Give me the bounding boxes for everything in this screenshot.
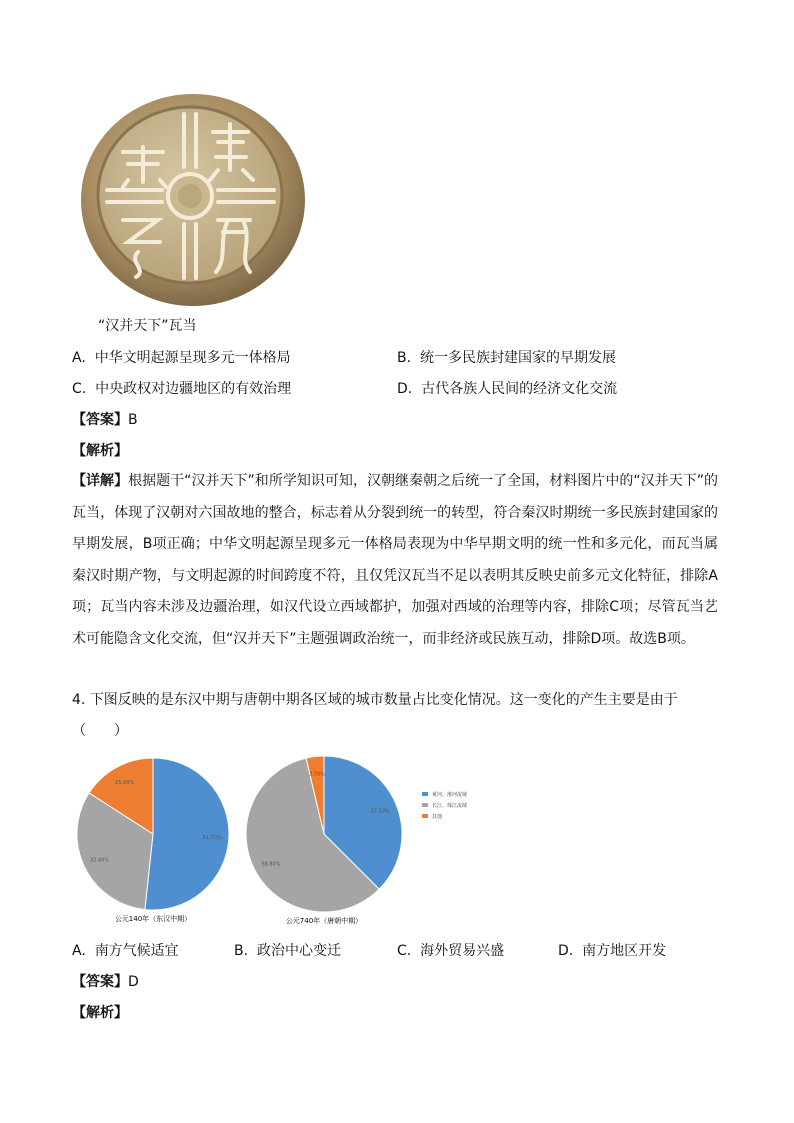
slice-value-label: 3.70% xyxy=(308,771,325,778)
legend-swatch xyxy=(422,814,428,818)
option-letter: C. xyxy=(72,381,87,397)
q4-option-d[interactable] xyxy=(558,941,666,961)
option-letter: C. xyxy=(397,943,412,959)
option-text: 南方地区开发 xyxy=(582,943,667,959)
answer-value: B xyxy=(128,412,138,428)
chart-title: 公元740年（唐朝中期） xyxy=(285,917,363,925)
option-text: 南方气候适宜 xyxy=(94,943,179,959)
slice-value-label: 58.80% xyxy=(261,861,281,868)
q3-detail xyxy=(72,466,718,655)
option-text: 中华文明起源呈现多元一体格局 xyxy=(94,350,291,366)
slice-value-label: 15.90% xyxy=(115,779,135,786)
q3-option-b[interactable] xyxy=(397,348,616,368)
option-text: 中央政权对边疆地区的有效治理 xyxy=(95,381,292,397)
q4-answer xyxy=(72,972,139,992)
option-letter: A. xyxy=(72,350,86,366)
answer-label: 【答案】 xyxy=(72,412,128,428)
q4-option-b[interactable] xyxy=(234,941,341,961)
answer-label: 【答案】 xyxy=(72,974,128,990)
q4-analysis-label: 【解析】 xyxy=(72,1005,128,1021)
legend-label: 其他 xyxy=(432,814,443,820)
option-text: 政治中心变迁 xyxy=(256,943,341,959)
answer-value: D xyxy=(128,974,139,990)
q3-option-d[interactable] xyxy=(397,379,617,399)
q4-option-c[interactable] xyxy=(397,941,504,961)
chart-title: 公元140年（东汉中期） xyxy=(114,915,192,923)
option-text: 古代各族人民间的经济文化交流 xyxy=(421,381,618,397)
legend-swatch xyxy=(422,803,428,807)
legend-label: 黄河、淮河流域 xyxy=(432,792,468,798)
q3-option-a[interactable] xyxy=(72,348,291,368)
tile-image xyxy=(78,92,308,312)
q4-stem xyxy=(72,690,678,710)
pie-charts xyxy=(70,750,510,935)
q3-option-c[interactable] xyxy=(72,379,291,399)
q3-answer xyxy=(72,410,138,430)
option-letter: B. xyxy=(397,350,412,366)
question-text: 下图反映的是东汉中期与唐朝中期各区域的城市数量占比变化情况。这一变化的产生主要是由于 xyxy=(89,692,678,708)
q3-analysis-label: 【解析】 xyxy=(72,443,128,459)
option-letter: B. xyxy=(234,943,249,959)
detail-text: 根据题干“汉并天下”和所学知识可知，汉朝继秦朝之后统一了全国，材料图片中的“汉并天下”的瓦当，体现了汉朝对六国故地的整合，标志着从分裂到统一的转型，符合秦汉时期统一多民族封建国家的早期发展，B项正确；中华文明起源呈现多元一体格局表现为中华早期文明的统一性和多元化，而瓦当属秦汉时期产物，与文明起源的时间跨度不符，且仅凭汉瓦当不足以表明其反映史前多元文化特征，排除A项；瓦当内容未涉及边疆治理，如汉代设立西域都护，加强对西域的治理等内容，排除C项；尽管瓦当艺术可能隐含文化交流，但“汉并天下”主题强调政治统一，而非经济或民族互动，排除D项。故选B项。 xyxy=(72,473,719,647)
option-letter: D. xyxy=(397,381,413,397)
detail-label: 【详解】 xyxy=(72,473,129,489)
image-caption: “汉并天下”瓦当 xyxy=(98,318,197,334)
pie-charts-svg xyxy=(70,750,510,935)
option-text: 统一多民族封建国家的早期发展 xyxy=(419,350,616,366)
option-text: 海外贸易兴盛 xyxy=(420,943,505,959)
legend-label: 长江、珠江流域 xyxy=(432,803,468,809)
q4-blank: （ ） xyxy=(72,723,128,739)
slice-value-label: 37.50% xyxy=(370,808,390,815)
slice-value-label: 51.70% xyxy=(202,835,222,842)
option-letter: D. xyxy=(558,943,574,959)
slice-value-label: 32.40% xyxy=(89,857,110,864)
option-letter: A. xyxy=(72,943,86,959)
q4-option-a[interactable] xyxy=(72,941,179,961)
question-number: 4. xyxy=(72,692,86,708)
pie-slice xyxy=(145,758,229,910)
legend-swatch xyxy=(422,792,428,796)
